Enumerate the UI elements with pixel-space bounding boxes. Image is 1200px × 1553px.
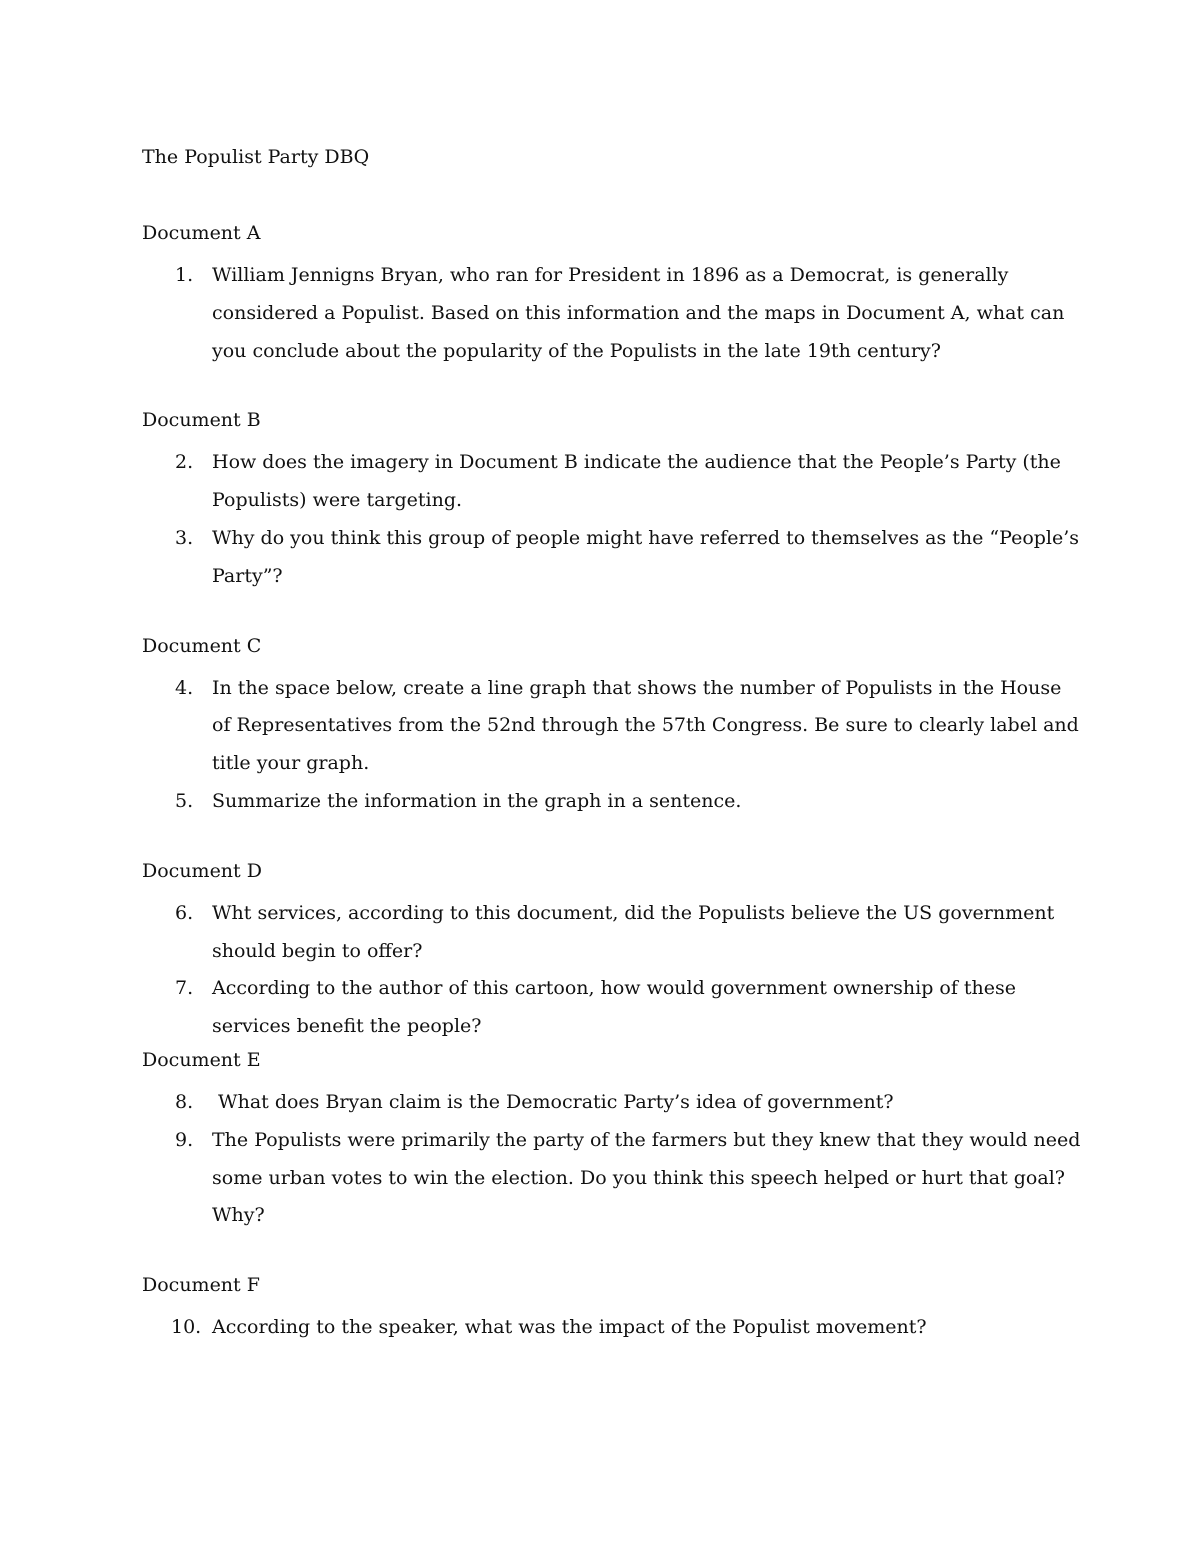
- question-text: Why do you think this group of people might have referred to themselves as the “People’s Party”?: [212, 526, 1080, 587]
- question-number: 4.: [175, 676, 194, 699]
- question-text: How does the imagery in Document B indicate the audience that the People’s Party (the Populists) were targeting.: [212, 451, 1061, 512]
- question-number: 2.: [175, 451, 194, 474]
- question-item: [142, 670, 1082, 783]
- question-item: [142, 1309, 1082, 1347]
- question-list: [142, 1309, 1082, 1347]
- question-text: Summarize the information in the graph in a sentence.: [212, 789, 742, 812]
- section-document-d: [142, 857, 1082, 1046]
- question-number: 7.: [175, 977, 194, 1000]
- question-list: [142, 257, 1082, 370]
- question-list: [142, 1084, 1082, 1235]
- question-text: In the space below, create a line graph that shows the number of Populists in the House of Representatives from the 52nd through the 57th Congress. Be sure to clearly label and title your graph.: [212, 676, 1079, 775]
- question-list: [142, 895, 1082, 1046]
- question-text: William Jennigns Bryan, who ran for President in 1896 as a Democrat, is generally considered a Populist. Based on this information and the maps in Document A, what can you conclude about the popularity of the Populists in the late 19th century?: [212, 264, 1065, 362]
- question-text: The Populists were primarily the party of the farmers but they knew that they would need some urban votes to win the election. Do you think this speech helped or hurt that goal? Why?: [212, 1128, 1081, 1227]
- question-item: [142, 970, 1082, 1046]
- section-heading: Document F: [142, 1274, 260, 1297]
- question-number: 8.: [175, 1090, 194, 1113]
- section-heading: Document E: [142, 1048, 261, 1071]
- question-number: 5.: [175, 789, 194, 812]
- question-item: [142, 895, 1082, 971]
- section-heading: Document A: [142, 222, 261, 244]
- question-item: [142, 1084, 1082, 1122]
- question-number: 10.: [171, 1316, 202, 1339]
- question-text: What does Bryan claim is the Democratic Party’s idea of government?: [212, 1090, 894, 1113]
- question-text: According to the author of this cartoon, how would government ownership of these services benefit the people?: [212, 977, 1017, 1038]
- section-document-c: [142, 632, 1082, 821]
- section-document-a: [142, 219, 1082, 370]
- section-document-e: [142, 1046, 1082, 1235]
- question-number: 9.: [175, 1128, 194, 1151]
- section-document-b: [142, 406, 1082, 595]
- question-item: [142, 1122, 1082, 1235]
- question-number: 6.: [175, 901, 194, 924]
- section-heading: Document B: [142, 409, 261, 432]
- question-item: [142, 257, 1082, 370]
- question-item: [142, 520, 1082, 596]
- section-heading: Document D: [142, 859, 262, 882]
- question-list: [142, 670, 1082, 821]
- question-number: 1.: [175, 264, 194, 286]
- section-heading: Document C: [142, 634, 262, 657]
- section-document-f: [142, 1271, 1082, 1347]
- question-text: Wht services, according to this document, did the Populists believe the US government should begin to offer?: [212, 901, 1055, 962]
- question-number: 3.: [175, 526, 194, 549]
- document-page: [142, 143, 1082, 1347]
- question-item: [142, 783, 1082, 821]
- question-text: According to the speaker, what was the impact of the Populist movement?: [212, 1316, 927, 1339]
- question-item: [142, 444, 1082, 520]
- question-list: [142, 444, 1082, 595]
- document-title: The Populist Party DBQ: [142, 146, 370, 168]
